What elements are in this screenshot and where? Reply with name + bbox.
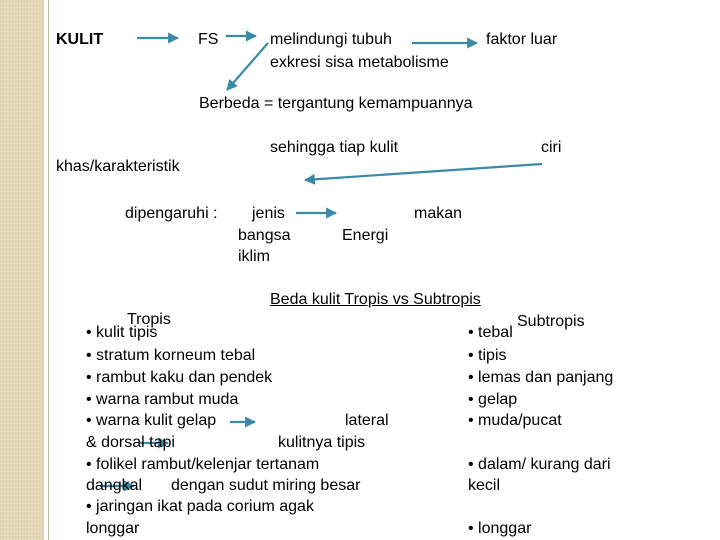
comparison-heading: Beda kulit Tropis vs Subtropis <box>270 291 481 308</box>
subtropis-item: • tipis <box>468 347 507 364</box>
tropis-item: & dorsal tapi <box>86 434 175 451</box>
subtropis-label: Subtropis <box>517 313 585 330</box>
melindungi-text: melindungi tubuh <box>270 31 392 48</box>
subtropis-item: • gelap <box>468 391 518 408</box>
tropis-item: • rambut kaku dan pendek <box>86 369 273 386</box>
tropis-item: dangkal <box>86 477 143 494</box>
decorative-side-strip <box>0 0 44 540</box>
subtropis-item: • muda/pucat <box>468 412 562 429</box>
subtropis-item: • dalam/ kurang dari <box>468 456 611 473</box>
tropis-item: lateral <box>345 412 389 429</box>
tropis-label: Tropis <box>127 311 171 328</box>
fs-label: FS <box>198 31 219 48</box>
ekskresi-text: exkresi sisa metabolisme <box>270 54 449 71</box>
tropis-item: • jaringan ikat pada corium agak <box>86 498 314 515</box>
khas-text: khas/karakteristik <box>56 158 180 175</box>
iklim-text: iklim <box>238 248 270 265</box>
ciri-text: ciri <box>541 139 562 156</box>
subtropis-item: • tebal <box>468 324 513 341</box>
subtropis-item: • lemas dan panjang <box>468 369 614 386</box>
subtropis-item: • longgar <box>468 520 532 537</box>
tropis-item: longgar <box>86 520 140 537</box>
tropis-item: dengan sudut miring besar <box>171 477 361 494</box>
jenis-text: jenis <box>252 205 285 222</box>
makan-text: makan <box>414 205 463 222</box>
sehingga-text: sehingga tiap kulit <box>270 139 399 156</box>
dipengaruhi-text: dipengaruhi : <box>125 205 218 222</box>
subtropis-item: kecil <box>468 477 501 494</box>
kulit-label: KULIT <box>56 31 104 48</box>
tropis-item: • folikel rambut/kelenjar tertanam <box>86 456 320 473</box>
tropis-item: • kulit tipis <box>86 324 158 341</box>
berbeda-text: Berbeda = tergantung kemampuannya <box>199 95 473 112</box>
tropis-item: kulitnya tipis <box>278 434 366 451</box>
bangsa-text: bangsa <box>238 227 291 244</box>
tropis-item: • warna kulit gelap <box>86 412 217 429</box>
faktor-luar-text: faktor luar <box>486 31 558 48</box>
tropis-item: • warna rambut muda <box>86 391 239 408</box>
energi-text: Energi <box>342 227 389 244</box>
arrow-ekskresi-berbeda <box>227 43 268 90</box>
side-divider <box>48 0 49 540</box>
arrow-ciri-khas <box>305 164 542 180</box>
tropis-item: • stratum korneum tebal <box>86 347 256 364</box>
